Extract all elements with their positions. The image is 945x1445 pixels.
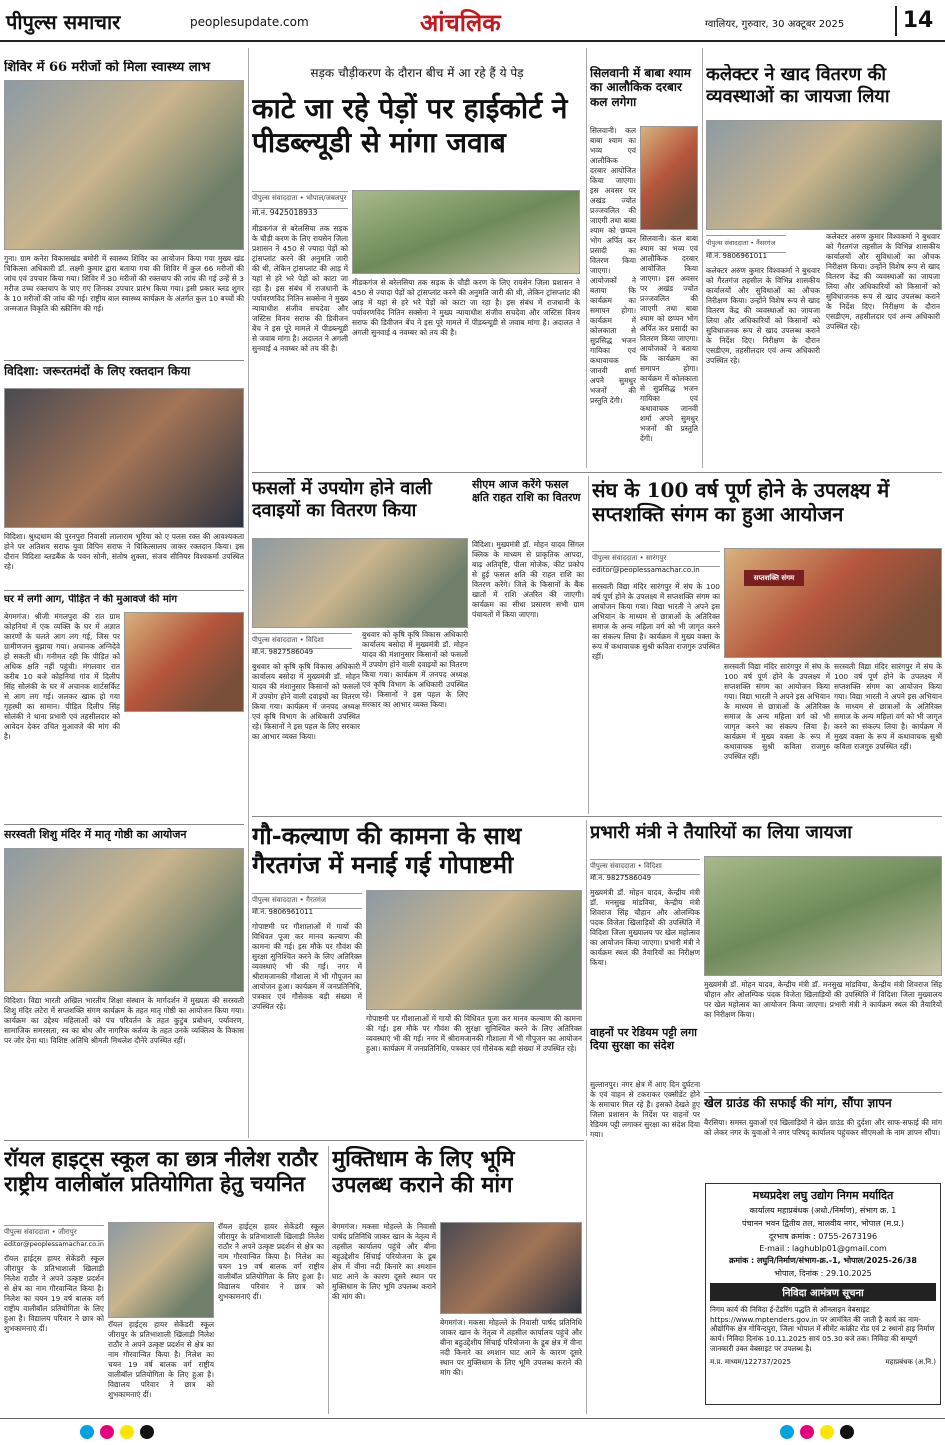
divider (252, 472, 942, 473)
headline: शिविर में 66 मरीजों को मिला स्वास्थ्य लाभ (4, 60, 211, 75)
mobile: मो.नं. 9827586049 (252, 648, 314, 656)
advert-sign: महाप्रबंधक (अ.नि.) (885, 1357, 936, 1366)
byline: पीपुल्स संवाददाता • भोपाल/जबलपुर (252, 191, 348, 209)
story-body-cont: रॉयल हाईट्स हायर सेकेंडरी स्कूल जीरापुर के प्रतिभाशाली खिलाड़ी निलेश राठौर ने अपने उत्कृष्ट प्रदर्शन से क्षेत्र का नाम गौरवान्वित किया है। निलेश का चयन 19 वर्ष बालक वर्ग राष्ट्रीय वालीबॉल प्रतियोगिता के लिए हुआ है। विद्यालय परिवार ने छात्र को शुभकामनाएं दीं। (108, 1320, 214, 1399)
advert-date: भोपाल, दिनांक : 29.10.2025 (774, 1269, 872, 1278)
photo-muktidham (440, 1222, 582, 1314)
photo-saraswati (4, 848, 244, 992)
black-mark-icon (840, 1425, 854, 1439)
byline: पीपुल्स संवाददाता • विदिशा (252, 633, 352, 649)
headline-vahan: वाहनों पर रेडियम पट्टी लगा दिया सुरक्षा का संदेश (590, 1026, 697, 1053)
email: editor@peoplessamachar.co.in (4, 1240, 104, 1248)
story-body-cont: सरस्वती विद्या मंदिर सारंगपुर में संघ के 100 वर्ष पूर्ण होने के उपलक्ष्य में सप्तशक्ति संगम का आयोजन किया गया। विद्या भारती ने अपने इस अभियान के माध्यम से छात्राओं के अतिरिक्त समाज के अन्य महिला वर्ग को भी जागृत करने का संकल्प लिया है। कार्यक्रम में मुख्य वक्ता के रूप में कथावाचक सुश्री कविता राजगुरु उपस्थित रहीं। (724, 662, 830, 761)
story-body-cont: मीडकगंज से बरेलसिया तक सड़क के चौड़ी करण के लिए रायसेन जिला प्रशासन ने 450 से ज्यादा पेड़ों को ट्रांसप्लांट करने की अनुमति जारी की थी, लेकिन ट्रांसप्लांट की आड़ में यहां से हरे भरे पेड़ों को काटा जा रहा है। इस संबंध में राजधानी के पर्यावरणविद नितिन सक्सेना ने मुख्य न्यायाधीश संजीव सचदेवा और जस्टिस विनय सराफ की डिवीजन बेंच ने इस पूरे मामले में पीडब्ल्यूडी से जवाब मांगा है। अदालत ने अगली सुनवाई 4 नवम्बर को तय की है। (352, 278, 580, 337)
page-footer (0, 1418, 945, 1445)
story-body: विदिशा। मुख्यमंत्री डॉ. मोहन यादव सिंगल क्लिक के माध्यम से प्राकृतिक आपदा, बाढ़ अतिवृष्टि, पीला मोजेक, कीट प्रकोप से हुई फसल क्षति की राहत राशि का वितरण करेंगे। जिले के किसानों के बैंक खातों में राशि अंतरित की जाएगी। कार्यक्रम का सीधा प्रसारण सभी ग्राम पंचायतों में किया जाएगा। (472, 540, 584, 619)
divider (4, 1140, 584, 1141)
headline-cm-relief: सीएम आज करेंगे फसल क्षति राहत राशि का वितरण (472, 478, 581, 505)
headline-fertilizer: फसलों में उपयोग होने वाली दवाइयों का वितरण किया (252, 478, 432, 521)
divider (4, 824, 244, 825)
advert-dept: कार्यालय महाप्रबंधक (अधो./निर्माण), संभाग क्र. 1 (749, 1206, 897, 1215)
advert-ref2: म.प्र. माध्यम/122737/2025 (710, 1357, 791, 1366)
story-body: सिलवानी। कल बाबा श्याम का भव्य एवं आलौकिक दरबार आयोजित किया जाएगा। इस अवसर पर अखंड ज्योत प्रज्जवलित की जाएगी तथा बाबा श्याम को छप्पन भोग अर्पित कर प्रसादी का वितरण किया जाएगा। आयोजकों ने बताया कि कार्यक्रम का समापन होगा। कार्यक्रम में कोलकाता से सुप्रसिद्ध भजन गायिका एवं कथावाचक जानवी शर्मा अपने सुमधुर भजनों की प्रस्तुति देंगी। (590, 126, 636, 405)
story-body-cont: गोपाष्टमी पर गौशालाओं में गायों की विधिवत पूजा कर मानव कल्याण की कामना की गई। इस मौके पर गौवंश की सुरक्षा सुनिश्चित करने के लिए अतिरिक्त व्यवस्थाएं भी की गईं। नगर में श्रीरामजानकी गौशाला में भी गौपूजन का आयोजन हुआ। कार्यक्रम में जनप्रतिनिधि, पत्रकार एवं गौसेवक बड़ी संख्या में उपस्थित रहे। (366, 1014, 582, 1053)
headline-muktidham: मुक्तिधाम के लिए भूमि उपलब्ध कराने की मांग (332, 1146, 515, 1199)
advert-phone: दूरभाष क्रमांक : 0755-2673196 (768, 1232, 878, 1241)
photo-royal (108, 1222, 214, 1318)
page-number: 14 (895, 6, 939, 36)
headline-saraswati: सरस्वती शिशु मंदिर में मातृ गोष्ठी का आयोजन (4, 828, 187, 841)
byline: पीपुल्स संवाददाता • नैंसरगंज (706, 235, 786, 253)
story-body-cont: बुधवार को कृषि कृषि विकास अधिकारी कार्यालय बसोदा में मुख्यमंत्री डॉ. मोहन यादव की मंशानुसार किसानों को फसलों में उपयोग होने वाली दवाइयों का वितरण किया गया। कार्यक्रम में जनपद अध्यक्ष एवं कृषि विभाग के अधिकारी उपस्थित रहे। किसानों ने इस पहल के लिए सरकार का आभार व्यक्त किया। (362, 630, 468, 709)
photo-collector (706, 120, 942, 230)
notice-body: निगम कार्य की निविदा ई-टेंडरिंग पद्धति से ऑनलाइन वेबसाइट https://www.mptenders.gov.in पर आमंत्रित की जाती है कार्य का नाम- औद्योगिक क्षेत्र गोविन्दपुरा, जिला भोपाल में सीमेंट कांक्रीट रोड एवं 2 स्थानो हाइ निर्माण कार्य। निविदा दिनांक 10.11.2025 सायं 05.30 बजे तक। निविदा की सम्पूर्ण जानकारी उक्त वेबसाइट पर उपलब्ध है। (710, 1305, 935, 1353)
headline-blood-donation: विदिशा: जरूरतमंदों के लिए रक्तदान किया (4, 364, 191, 378)
column-rule (586, 48, 587, 468)
story-body-cont2: सरस्वती विद्या मंदिर सारंगपुर में संघ के 100 वर्ष पूर्ण होने के उपलक्ष्य में सप्तशक्ति संगम का आयोजन किया गया। विद्या भारती ने अपने इस अभियान के माध्यम से छात्राओं के अतिरिक्त समाज के अन्य महिला वर्ग को भी जागृत करने का संकल्प लिया है। कार्यक्रम में मुख्य वक्ता के रूप में कथावाचक सुश्री कविता राजगुरु उपस्थित रहीं। (834, 662, 942, 751)
story-body: रॉयल हाईट्स हायर सेकेंडरी स्कूल जीरापुर के प्रतिभाशाली खिलाड़ी निलेश राठौर ने अपने उत्कृष्ट प्रदर्शन से क्षेत्र का नाम गौरवान्वित किया है। निलेश का चयन 19 वर्ष बालक वर्ग राष्ट्रीय वालीबॉल प्रतियोगिता के लिए हुआ है। विद्यालय परिवार ने छात्र को शुभकामनाएं दीं। (4, 1254, 104, 1333)
yellow-mark-icon (820, 1425, 834, 1439)
story-body-cont: सिलवानी। कल बाबा श्याम का भव्य एवं आलौकिक दरबार आयोजित किया जाएगा। इस अवसर पर अखंड ज्योत प्रज्जवलित की जाएगी तथा बाबा श्याम को छप्पन भोग अर्पित कर प्रसादी का वितरण किया जाएगा। आयोजकों ने बताया कि कार्यक्रम का समापन होगा। कार्यक्रम में कोलकाता से सुप्रसिद्ध भजन गायिका एवं कथावाचक जानवी शर्मा अपने सुमधुर भजनों की प्रस्तुति देंगी। (640, 234, 698, 443)
story-body: मुख्यमंत्री डॉ. मोहन यादव, केन्द्रीय मंत्री डॉ. मनसुख मांडविया, केन्द्रीय मंत्री शिवराज सिंह चौहान और ओलम्पिक पदक विजेता खिलाड़ियों की उपस्थिति में विदिशा जिला मुख्यालय पर खेल महोत्सव का आयोजन किया जाएगा। प्रभारी मंत्री ने कार्यक्रम स्थल की तैयारियों का निरीक्षण किया। (590, 888, 700, 967)
story-body: मीडकगंज से बरेलसिया तक सड़क के चौड़ी करण के लिए रायसेन जिला प्रशासन ने 450 से ज्यादा पेड़ों को ट्रांसप्लांट करने की अनुमति जारी की थी, लेकिन ट्रांसप्लांट की आड़ में यहां से हरे भरे पेड़ों को काटा जा रहा है। इस संबंध में राजधानी के पर्यावरणविद नितिन सक्सेना ने मुख्य न्यायाधीश संजीव सचदेवा और जस्टिस विनय सराफ की डिवीजन बेंच ने इस पूरे मामले में पीडब्ल्यूडी से जवाब मांगा है। अदालत ने अगली सुनवाई 4 नवम्बर को तय की है। (252, 224, 348, 353)
headline-royal: रॉयल हाइट्स स्कूल का छात्र नीलेश राठौर राष्ट्रीय वालीबॉल प्रतियोगिता हेतु चयनित (4, 1146, 318, 1197)
photo-fertilizer (252, 538, 468, 628)
story-body: विदिशा। श्रुध्दधाम की पुरनपुरा निवासी लालाराम भूरिया को ए पलस रक्त की आवश्यकता होने पर अतिशय सराफ युवा विपिन सराफ ने चिकित्सालय जाकर रक्तदान किया। इस दौरान विदिशा ब्लडबैंक के पवन सोनी, संतोष शुक्ला, संजय सीनियर विश्वकर्मा उपस्थित रहे। (4, 532, 244, 571)
mobile: मो.नं. 9425018933 (252, 208, 318, 217)
headline-highcourt: काटे जा रहे पेड़ों पर हाईकोर्ट ने पीडब्ल्यूडी से मांगा जवाब (252, 92, 568, 159)
column-rule (702, 48, 703, 468)
byline: पीपुल्स संवाददाता • विदिशा (590, 859, 700, 875)
section-title: आंचलिक (420, 8, 501, 37)
divider (704, 1092, 942, 1093)
tender-advert (705, 1183, 941, 1405)
photo-blood-donation (4, 388, 244, 528)
mobile: मो.नं. 9806961011 (252, 908, 314, 916)
photo-health-camp (4, 80, 244, 250)
byline: पीपुल्स संवाददाता • गैरतगंज (252, 893, 362, 909)
story-body: बेगमगंज। मकसा मोहल्ले के निवासी पार्षद प्रतिनिधि जाकर खान के नेतृत्व में तहसील कार्यालय पहुंचे और बीना बहुउद्देशीय सिंचाई परियोजना के डूब क्षेत्र में वीना नदी किनारे का श्मशान घाट आने के कारण दूसरे स्थान पर मुक्तिधाम के लिए भूमि उपलब्ध कराने की मांग की। (332, 1222, 436, 1301)
column-rule (328, 1146, 329, 1414)
divider (252, 816, 942, 817)
story-body: गोपाष्टमी पर गौशालाओं में गायों की विधिवत पूजा कर मानव कल्याण की कामना की गई। इस मौके पर गौवंश की सुरक्षा सुनिश्चित करने के लिए अतिरिक्त व्यवस्थाएं भी की गईं। नगर में श्रीरामजानकी गौशाला में भी गौपूजन का आयोजन हुआ। कार्यक्रम में जनप्रतिनिधि, पत्रकार एवं गौसेवक बड़ी संख्या में उपस्थित रहे। (252, 922, 362, 1011)
story-body-cont: कलेक्टर अरुण कुमार विश्वकर्मा ने बुधवार को गैरतगंज तहसील के विभिन्न शासकीय कार्यालयों और सुविधाओं का औचक निरीक्षण किया। उन्होंने विशेष रूप से खाद वितरण केंद्र की व्यवस्थाओं का जायजा लिया और अधिकारियों को किसानों को सुविधाजनक रूप से खाद उपलब्ध कराने के निर्देश दिए। निरीक्षण के दौरान एसडीएम, तहसीलदार एवं अन्य अधिकारी उपस्थित रहे। (826, 232, 940, 331)
poster-label: सप्तशक्ति संगम (744, 570, 804, 586)
advert-address: पंचानन भवन द्वितीय तल, मालवीय नगर, भोपाल (म.प्र.) (742, 1219, 904, 1228)
advert-email[interactable]: E-mail : laghublp01@gmail.com (759, 1244, 887, 1253)
headline-prabhari: प्रभारी मंत्री ने तैयारियों का लिया जायजा (590, 822, 852, 843)
story-body: बेगमगंज। श्रीजी मंगलपुरा की रात ग्राम कोहनियां में एक व्यक्ति के घर में अज्ञात कारणों के चलते आग लग गई, जिस पर ग्रामीणजन बुझाया गया। अचानक अग्निदेवे हो सकती थी। गनीमत रही कि पीड़ित को अधिक क्षति नहीं पहुंची। मंगलवार रात करीब 10 बजे कोहनियां गांव में दिलीप सिंह सोलंकी के घर में अचानक शार्टसर्किट से आग लग गई। जलकर खाक हो गया गृहस्थी का सामान। पीड़ित दिलीप सिंह सोलंकी ने थाना प्रभारी एवं तहसीलदार को आवेदन देकर उचित मुआवजे की मांग की है। (4, 612, 120, 741)
story-body-cont: मुख्यमंत्री डॉ. मोहन यादव, केन्द्रीय मंत्री डॉ. मनसुख मांडविया, केन्द्रीय मंत्री शिवराज सिंह चौहान और ओलम्पिक पदक विजेता खिलाड़ियों की उपस्थिति में विदिशा जिला मुख्यालय पर खेल महोत्सव का आयोजन किया जाएगा। प्रभारी मंत्री ने कार्यक्रम स्थल की तैयारियों का निरीक्षण किया। (704, 980, 942, 1019)
headline-khel-ground: खेल ग्राउंड की सफाई की मांग, सौंपा ज्ञापन (704, 1096, 892, 1110)
mobile: मो.नं. 9827586049 (590, 874, 652, 882)
story-body: बैरसिया। समस्त युवाओं एवं खिलाड़ियों ने खेल ग्राउंड की दुर्दशा और साफ-सफाई की मांग को लेकर नगर के युवाओं ने नगर परिषद् कार्यालय पहुंचकर सीएमओ के नाम ज्ञापन सौंपा। (704, 1118, 942, 1137)
page-header (0, 0, 945, 42)
magenta-mark-icon (100, 1425, 114, 1439)
byline: पीपुल्स संवाददाता • जीरापुर (4, 1225, 104, 1241)
advert-org: मध्यप्रदेश लघु उद्योग निगम मर्यादित (752, 1189, 894, 1202)
photo-prabhari (704, 856, 942, 976)
cyan-mark-icon (80, 1425, 94, 1439)
column-rule (586, 820, 587, 1136)
kicker: सड़क चौड़ीकरण के दौरान बीच में आ रहे हैं ये पेड़ (310, 66, 524, 80)
photo-sangh (724, 548, 942, 658)
story-body: कलेक्टर अरुण कुमार विश्वकर्मा ने बुधवार को गैरतगंज तहसील के विभिन्न शासकीय कार्यालयों और सुविधाओं का औचक निरीक्षण किया। उन्होंने विशेष रूप से खाद वितरण केंद्र की व्यवस्थाओं का जायजा लिया और अधिकारियों को किसानों को सुविधाजनक रूप से खाद उपलब्ध कराने के निर्देश दिए। निरीक्षण के दौरान एसडीएम, तहसीलदार एवं अन्य अधिकारी उपस्थित रहे। (706, 266, 820, 365)
story-body: बुधवार को कृषि कृषि विकास अधिकारी कार्यालय बसोदा में मुख्यमंत्री डॉ. मोहन यादव की मंशानुसार किसानों को फसलों में उपयोग होने वाली दवाइयों का वितरण किया गया। कार्यक्रम में जनपद अध्यक्ष एवं कृषि विभाग के अधिकारी उपस्थित रहे। किसानों ने इस पहल के लिए सरकार का आभार व्यक्त किया। (252, 662, 360, 741)
site-url[interactable]: peoplesupdate.com (190, 15, 309, 29)
photo-gopashtami (366, 890, 582, 1010)
black-mark-icon (140, 1425, 154, 1439)
photo-fire (124, 612, 244, 712)
magenta-mark-icon (800, 1425, 814, 1439)
photo-road-trees (352, 190, 580, 274)
story-body: गुना। ग्राम कनेरा विकासखंड बमोरी में स्वास्थ्य शिविर का आयोजन किया गया मुख्य खंड चिकित्सा अधिकारी डॉ. लक्ष्मी कुमार द्वारा बताया गया की शिविर में कुल 66 मरीजों की जांच एवं उपचार किया गया। शिविर में 30 मरीजों की रक्तचाप की जांच की गई उन्हें से 3 मरीज उच्च रक्तचाप के पाए गए जिनका उपचार प्रारंभ किया गया। इसी प्रकार ब्लड शुगर के 10 मरीजों की जांच की गई। राष्ट्रीय बाल स्वास्थ्य कार्यक्रम के अंतर्गत कुल 10 बच्चों की जन्मजात विकृति की स्क्रीनिंग की गई। (4, 254, 244, 313)
story-body: विदिशा। विद्या भारती अखिल भारतीय शिक्षा संस्थान के मार्गदर्शन में मुख्यतः की सरस्वती शिशु मंदिर लटेरा में सप्तशक्ति संगम कार्यक्रम के तहत मातृ गोष्ठी का आयोजन किया गया। कार्यक्रम का उद्देश्य महिलाओं को पंच परिवर्तन के तहत कुटुंब प्रबोधन, पर्यावरण, सामाजिक समरसता, स्व का बोध और नागरिक कर्तव्य के तहत उनके व्यक्तित्व के विकास पर जोर देना था। विशिष्ट अतिथि श्रीमती मिथलेश दौनेरे उपस्थित रहीं। (4, 996, 244, 1045)
headline-sangh: संघ के 100 वर्ष पूर्ण होने के उपलक्ष्य में सप्तशक्ति संगम का हुआ आयोजन (592, 478, 890, 526)
story-body: सरस्वती विद्या मंदिर सारंगपुर में संघ के 100 वर्ष पूर्ण होने के उपलक्ष्य में सप्तशक्ति संगम का आयोजन किया गया। विद्या भारती ने अपने इस अभियान के माध्यम से छात्राओं के अतिरिक्त समाज के अन्य महिला वर्ग को भी जागृत करने का संकल्प लिया है। कार्यक्रम में मुख्य वक्ता के रूप में कथावाचक सुश्री कविता राजगुरु उपस्थित रहीं। (592, 582, 720, 661)
headline-collector: कलेक्टर ने खाद वितरण की व्यवस्थाओं का जायजा लिया (706, 64, 890, 107)
email: editor@peoplessamachar.co.in (592, 566, 700, 574)
masthead: पीपुल्स समाचार (6, 10, 121, 34)
column-rule (248, 48, 249, 1138)
cyan-mark-icon (780, 1425, 794, 1439)
dateline: ग्वालियर, गुरुवार, 30 अक्टूबर 2025 (705, 19, 845, 30)
headline-baba-shyam: सिलवानी में बाबा श्याम का आलौकिक दरबार कल लगेगा (590, 66, 691, 109)
story-body: सुल्तानपुर। नगर क्षेत्र में आए दिन दुर्घटना के एवं वाहन से टकराकर एक्सीडेंट होने के समाचार मिल रहे हैं। इसको देखते हुए जिला प्रशासन के निर्देश पर वाहनों पर रेडियम पट्टी लगाकर सुरक्षा का संदेश दिया गया। (590, 1080, 700, 1139)
story-body-cont: बेगमगंज। मकसा मोहल्ले के निवासी पार्षद प्रतिनिधि जाकर खान के नेतृत्व में तहसील कार्यालय पहुंचे और बीना बहुउद्देशीय सिंचाई परियोजना के डूब क्षेत्र में वीना नदी किनारे का श्मशान घाट आने के कारण दूसरे स्थान पर मुक्तिधाम के लिए भूमि उपलब्ध कराने की मांग की। (440, 1318, 582, 1377)
photo-baba-shyam (640, 126, 698, 230)
divider (4, 590, 244, 591)
story-body-cont2: रॉयल हाईट्स हायर सेकेंडरी स्कूल जीरापुर के प्रतिभाशाली खिलाड़ी निलेश राठौर ने अपने उत्कृष्ट प्रदर्शन से क्षेत्र का नाम गौरवान्वित किया है। निलेश का चयन 19 वर्ष बालक वर्ग राष्ट्रीय वालीबॉल प्रतियोगिता के लिए हुआ है। विद्यालय परिवार ने छात्र को शुभकामनाएं दीं। (218, 1222, 324, 1301)
headline-fire: घर में लगी आग, पीड़ित ने की मुआवजे की मांग (4, 594, 178, 605)
headline-gopashtami: गौ-कल्याण की कामना के साथ गैरतगंज में मनाई गई गोपाष्टमी (252, 822, 522, 879)
notice-title: निविदा आमंत्रण सूचना (710, 1283, 936, 1301)
column-rule (586, 1140, 587, 1414)
column-rule (588, 476, 589, 814)
divider (4, 360, 244, 361)
mobile: मो.नं. 9806961011 (706, 252, 768, 260)
yellow-mark-icon (120, 1425, 134, 1439)
byline: पीपुल्स संवाददाता • सारंगपुर (592, 551, 720, 567)
advert-ref: क्रमांक : लघुनि/निर्माण/संभाग-क्र.-1, भोपाल/2025-26/38 (729, 1256, 917, 1265)
